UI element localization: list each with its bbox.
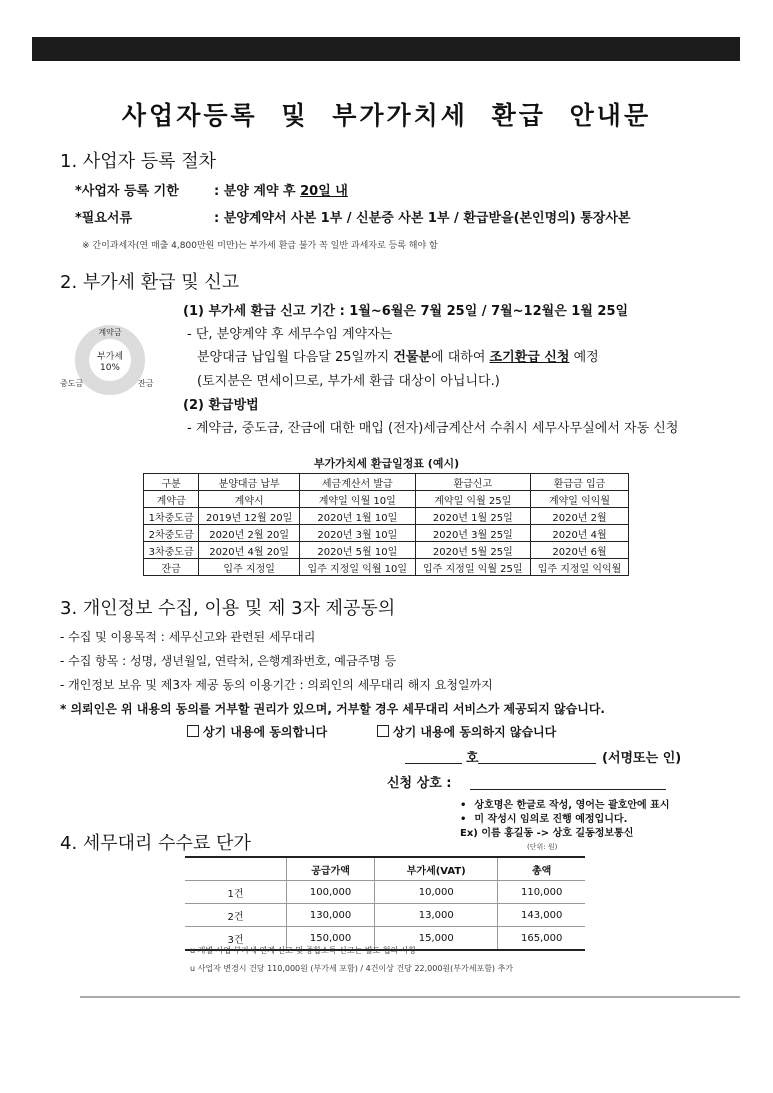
section-3-heading: 3. 개인정보 수집, 이용 및 제 3자 제공동의 <box>60 598 396 619</box>
deadline-label: *사업자 등록 기한 <box>75 184 179 199</box>
fee-note-1: u 개별 사업 부가세 연계 신고 및 종합소득 신고는 별도 협의 사항 <box>190 946 417 955</box>
refund-method-text: - 계약금, 중도금, 잔금에 대한 매입 (전자)세금계산서 수취시 세무사무실에서 자동 신청 <box>187 421 679 436</box>
column-header: 환급신고 <box>415 474 531 491</box>
early-refund-note: 분양대금 납입월 다음달 25일까지 건물분에 대하여 조기환급 신청 예정 <box>197 350 599 365</box>
disagree-checkbox[interactable] <box>377 725 389 737</box>
agree-checkbox[interactable] <box>187 725 199 737</box>
table-cell: 15,000 <box>375 927 498 951</box>
docs-label: *필요서류 <box>75 211 133 226</box>
page-title: 사업자등록 및 부가가치세 환급 안내문 <box>121 101 652 130</box>
table-cell: 입주 지정일 <box>199 559 300 576</box>
company-name-blank[interactable] <box>470 789 666 790</box>
schedule-row <box>144 542 629 559</box>
table-cell: 2020년 3월 10일 <box>300 525 416 542</box>
table-cell: 1건 <box>185 881 287 904</box>
table-cell: 2020년 2월 20일 <box>199 525 300 542</box>
table-cell: 3건 <box>185 927 287 951</box>
fee-note-2: u 사업자 변경시 건당 110,000원 (부가세 포함) / 4건이상 건당 22,000원(부가세포함) 추가 <box>190 964 514 973</box>
schedule-row <box>144 559 629 576</box>
table-cell: 입주 지정일 익월 25일 <box>415 559 531 576</box>
table-cell: 2020년 1월 10일 <box>300 508 416 525</box>
early-contract-note: - 단, 분양계약 후 세무수임 계약자는 <box>187 327 393 342</box>
table-cell: 130,000 <box>287 904 375 927</box>
scan-top-bar <box>32 37 740 61</box>
land-exempt-note: (토지분은 면세이므로, 부가세 환급 대상이 아닙니다.) <box>197 374 500 389</box>
fee-row <box>185 881 585 904</box>
refund-method-heading: (2) 환급방법 <box>183 398 259 413</box>
column-header: 환급금 입금 <box>531 474 629 491</box>
table-cell: 165,000 <box>498 927 585 951</box>
vat-donut-chart <box>58 318 162 398</box>
donut-right-label: 잔금 <box>138 379 154 388</box>
unit-number-blank[interactable] <box>405 763 462 764</box>
privacy-period: - 개인정보 보유 및 제3자 제공 동의 이용기간 : 의뢰인의 세무대리 해지 요청일까지 <box>60 678 493 692</box>
table-cell: 2020년 4월 <box>531 525 629 542</box>
company-note-2: • 미 작성시 임의로 진행 예정입니다. <box>460 814 628 825</box>
privacy-refusal-note: * 의뢰인은 위 내용의 동의를 거부할 권리가 있으며, 거부할 경우 세무대리 서비스가 제공되지 않습니다. <box>60 702 605 716</box>
column-header: 세금계산서 발급 <box>300 474 416 491</box>
table-cell: 입주 지정일 익익월 <box>531 559 629 576</box>
table-cell: 2020년 3월 25일 <box>415 525 531 542</box>
privacy-items: - 수집 항목 : 성명, 생년월일, 연락처, 은행계좌번호, 예금주명 등 <box>60 654 397 668</box>
table-cell: 2020년 6월 <box>531 542 629 559</box>
table-cell: 2020년 1월 25일 <box>415 508 531 525</box>
table-cell: 2건 <box>185 904 287 927</box>
table-cell: 2020년 2월 <box>531 508 629 525</box>
table-cell: 13,000 <box>375 904 498 927</box>
deadline-value: : 분양 계약 후 20일 내 <box>214 184 348 199</box>
table-cell: 2020년 5월 10일 <box>300 542 416 559</box>
table-cell: 2019년 12월 20일 <box>199 508 300 525</box>
disagree-option[interactable]: 상기 내용에 동의하지 않습니다 <box>377 723 556 740</box>
section-1-heading: 1. 사업자 등록 절차 <box>60 151 217 172</box>
unit-suffix: 호 <box>466 751 479 766</box>
schedule-title: 부가가치세 환급일정표 (예시) <box>313 457 460 470</box>
signature-label: (서명또는 인) <box>602 751 682 766</box>
table-cell: 계약일 익익월 <box>531 491 629 508</box>
column-header <box>185 857 287 881</box>
donut-center-label: 부가세 10% <box>96 352 124 373</box>
table-cell: 계약일 익월 10일 <box>300 491 416 508</box>
table-cell: 계약금 <box>144 491 199 508</box>
bottom-rule <box>80 996 740 998</box>
simplified-taxpayer-note: ※ 간이과세자(연 매출 4,800만원 미만)는 부가세 환급 불가 꼭 일반 과세자로 등록 해야 함 <box>82 241 438 251</box>
table-cell: 2차중도금 <box>144 525 199 542</box>
section-2-heading: 2. 부가세 환급 및 신고 <box>60 272 240 293</box>
agree-option[interactable]: 상기 내용에 동의합니다 <box>187 723 327 740</box>
donut-left-label: 중도금 <box>60 379 84 388</box>
column-header: 공급가액 <box>287 857 375 881</box>
schedule-row <box>144 491 629 508</box>
table-cell: 3차중도금 <box>144 542 199 559</box>
column-header: 분양대금 납부 <box>199 474 300 491</box>
unit-label: (단위: 원) <box>527 843 558 851</box>
table-cell: 잔금 <box>144 559 199 576</box>
company-note-1: • 상호명은 한글로 작성, 영어는 괄호안에 표시 <box>460 800 670 811</box>
company-name-label: 신청 상호 : <box>387 776 452 791</box>
table-cell: 10,000 <box>375 881 498 904</box>
table-cell: 1차중도금 <box>144 508 199 525</box>
signature-blank[interactable] <box>478 763 596 764</box>
table-cell: 2020년 5월 25일 <box>415 542 531 559</box>
table-cell: 110,000 <box>498 881 585 904</box>
schedule-row <box>144 525 629 542</box>
column-header: 총액 <box>498 857 585 881</box>
table-cell: 계약일 익월 25일 <box>415 491 531 508</box>
table-cell: 150,000 <box>287 927 375 951</box>
table-cell: 143,000 <box>498 904 585 927</box>
table-cell: 2020년 4월 20일 <box>199 542 300 559</box>
company-example: Ex) 이름 홍길동 -> 상호 길동정보통신 <box>460 828 634 839</box>
privacy-purpose: - 수집 및 이용목적 : 세무신고와 관련된 세무대리 <box>60 630 316 644</box>
docs-value: : 분양계약서 사본 1부 / 신분증 사본 1부 / 환급받을(본인명의) 통장사본 <box>214 211 631 226</box>
table-cell: 입주 지정일 익월 10일 <box>300 559 416 576</box>
refund-period: (1) 부가세 환급 신고 기간 : 1월~6월은 7월 25일 / 7월~12월은 1월 25일 <box>183 304 629 319</box>
column-header: 부가세(VAT) <box>375 857 498 881</box>
donut-top-label: 계약금 <box>98 328 122 337</box>
table-cell: 100,000 <box>287 881 375 904</box>
table-cell: 계약시 <box>199 491 300 508</box>
column-header: 구분 <box>144 474 199 491</box>
section-4-heading: 4. 세무대리 수수료 단가 <box>60 833 251 854</box>
fee-row <box>185 904 585 927</box>
fee-table <box>185 856 585 951</box>
refund-schedule-table <box>143 473 629 576</box>
schedule-row <box>144 508 629 525</box>
